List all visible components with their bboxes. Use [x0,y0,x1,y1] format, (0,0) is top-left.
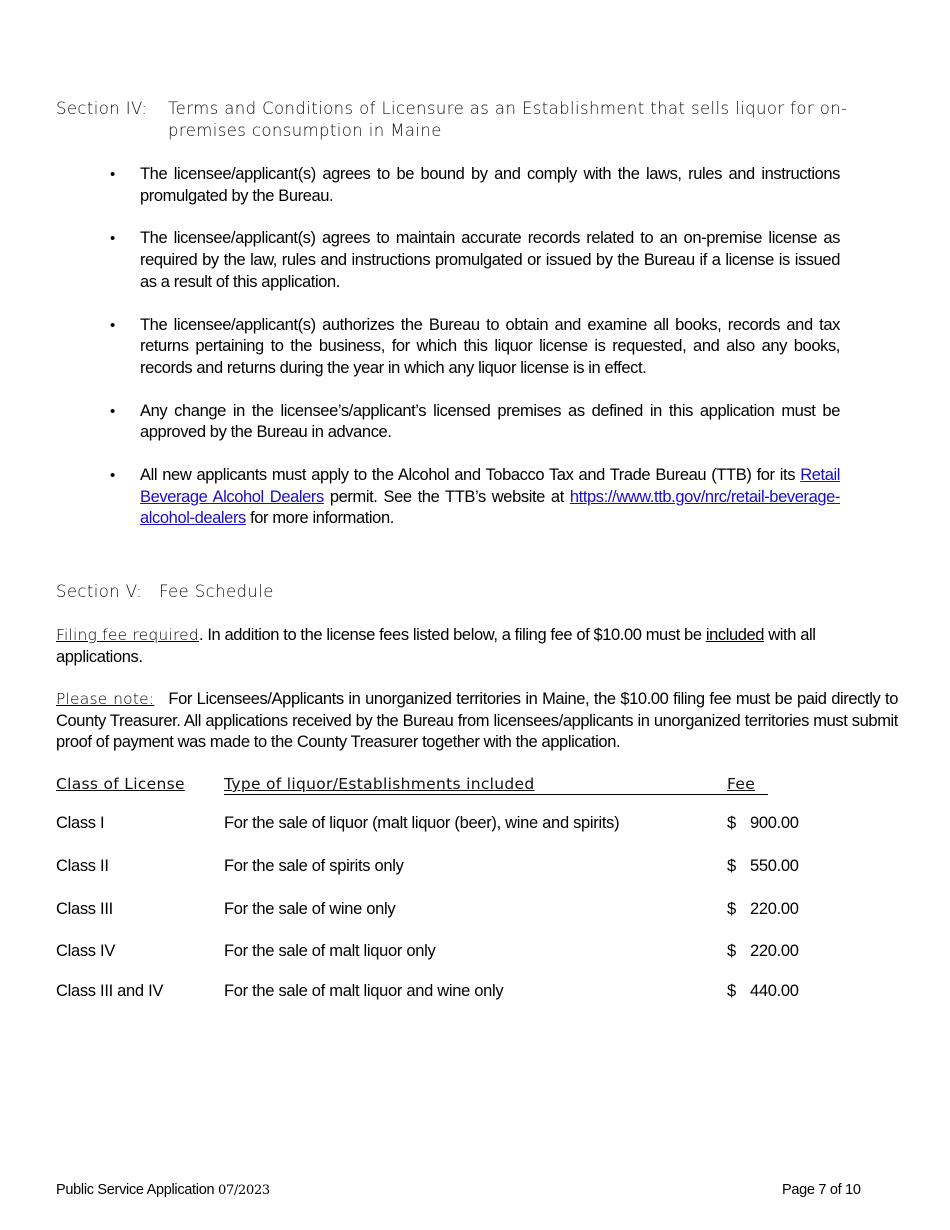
filing-fee-paragraph [56,625,898,668]
list-item [108,228,840,293]
term-text: The licensee/applicant(s) agrees to maintain accurate records related to an on-premise license as required by the law, rules and instructions promulgated or issued by the Bureau if a license is issued as a result of this application. [140,229,840,291]
fee-cell: 220.00 [750,942,799,960]
currency-symbol: $ [727,900,736,918]
table-row [56,814,856,836]
please-note-label: Please note: [56,690,155,708]
class-cell: Class III [56,900,113,918]
class-cell: Class II [56,857,109,875]
please-note-paragraph [56,689,898,754]
header-underline [224,794,768,795]
list-item [108,164,840,207]
type-cell: For the sale of liquor (malt liquor (beer), wine and spirits) [224,814,620,832]
fee-cell: 550.00 [750,857,799,875]
class-cell: Class IV [56,942,116,960]
header-class: Class of License [56,775,185,793]
currency-symbol: $ [727,857,736,875]
list-item-ttb [108,465,840,530]
class-cell: Class I [56,814,105,832]
filing-fee-label: Filing fee required [56,626,199,644]
ttb-website-link[interactable]: https://www.ttb.gov/nrc/retail-beverage-alcohol-dealers [140,487,840,528]
footer-date: 07/2023 [217,1183,270,1198]
table-header [56,775,856,797]
please-note-text: For Licensees/Applicants in unorganized territories in Maine, the $10.00 filing fee must be paid directly to County Treasurer. All applications received by the Bureau from licensees/applicants in unorganized territories must submit proof of payment was made to the County Treasurer together with the application. [56,690,898,752]
type-cell: For the sale of malt liquor only [224,942,436,960]
table-row [56,982,856,1004]
fee-cell: 220.00 [750,900,799,918]
section-5-heading [56,581,274,603]
list-item [108,401,840,444]
ttb-text-after: for more information. [250,509,394,528]
section-4-title: Terms and Conditions of Licensure as an Establishment that sells liquor for on-premises consumption in Maine [168,99,848,140]
header-type: Type of liquor/Establishments included [224,775,535,793]
footer-page-number: Page 7 of 10 [782,1182,861,1198]
currency-symbol: $ [727,982,736,1000]
term-text: The licensee/applicant(s) agrees to be bound by and comply with the laws, rules and instructions promulgated by the Bureau. [140,165,840,205]
term-text: The licensee/applicant(s) authorizes the Bureau to obtain and examine all books, records and tax returns pertaining to the business, for which this liquor license is requested, and also any books, records and returns during the year in which any liquor license is in effect. [140,315,840,377]
class-cell: Class III and IV [56,982,164,1000]
fee-cell: 900.00 [750,814,799,832]
list-item [108,315,840,380]
fee-schedule-table [56,775,856,1000]
header-fee: Fee [727,775,756,793]
fee-cell: 440.00 [750,982,799,1000]
currency-symbol: $ [727,814,736,832]
section-5-title: Fee Schedule [159,582,274,601]
section-5-label: Section V: [56,582,143,601]
currency-symbol: $ [727,942,736,960]
ttb-text-middle: permit. See the TTB’s website at [329,487,564,506]
section-4-label: Section IV: [56,99,148,118]
terms-list [108,164,840,551]
ttb-text-before: All new applicants must apply to the Alcohol and Tobacco Tax and Trade Bureau (TTB) for its [140,466,796,485]
table-row [56,900,856,922]
filing-fee-text-1: . In addition to the license fees listed below, a filing fee of $10.00 must be [198,626,702,644]
footer-form-info [56,1182,270,1198]
type-cell: For the sale of wine only [224,900,396,918]
type-cell: For the sale of spirits only [224,857,404,875]
table-row [56,857,856,879]
retail-dealers-link[interactable]: Retail Beverage Alcohol Dealers [140,466,841,506]
table-row [56,942,856,964]
type-cell: For the sale of malt liquor and wine only [224,982,504,1000]
term-text: Any change in the licensee’s/applicant’s licensed premises as defined in this application must be approved by the Bureau in advance. [140,401,840,442]
filing-fee-emphasis: included [705,626,765,644]
footer-form-name: Public Service Application [56,1182,215,1198]
filing-fee-text-2: with all applications. [56,626,816,666]
